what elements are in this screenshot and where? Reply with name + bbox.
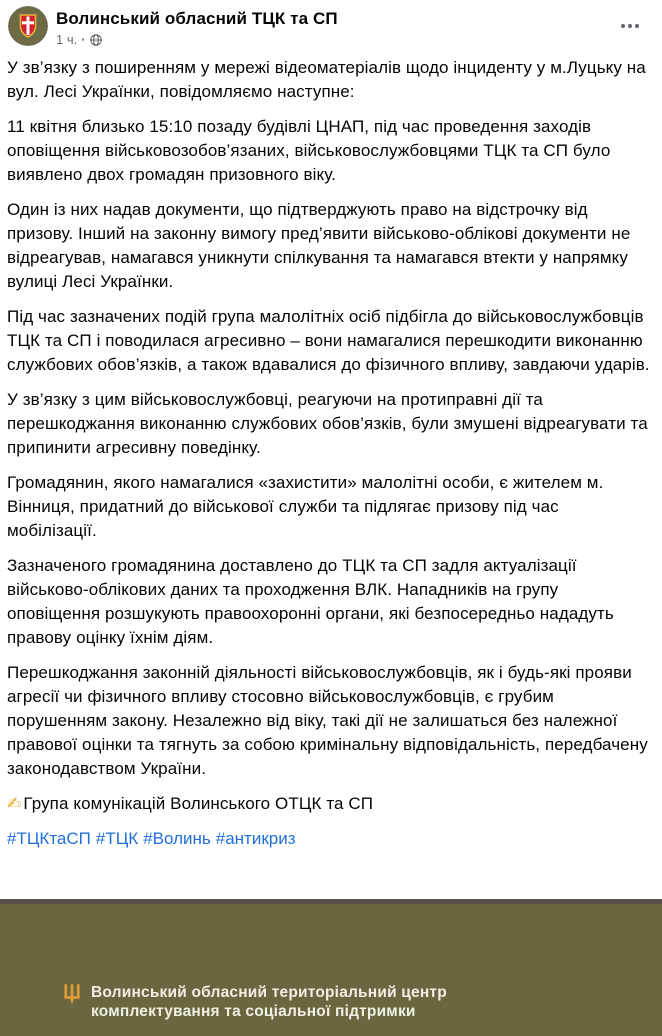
hashtag-link[interactable]: #Волинь	[143, 829, 211, 848]
post-body	[0, 50, 662, 851]
tryzub-icon	[64, 984, 80, 1006]
post-header	[0, 0, 662, 50]
signature-line	[7, 792, 652, 816]
post-image-banner[interactable]	[0, 899, 662, 1036]
banner-title-line2: комплектування та соціальної підтримки	[91, 1003, 416, 1020]
banner-content	[64, 983, 447, 1021]
hashtag-link[interactable]: #ТЦК	[95, 829, 139, 848]
post-paragraph: Громадянин, якого намагалися «захистити» малолітні особи, є жителем м. Вінниця, придатний до військової служби та підлягає призову під час мобілізації.	[7, 473, 604, 540]
post-paragraph: Один із них надав документи, що підтверджують право на відстрочку від призову. Інший на законну вимогу пред’явити військово-облікові документи не відреагував, намагався уникнути спілкування та намагався втекти у напрямку вулиці Лесі Українки.	[7, 200, 631, 291]
writing-hand-emoji: ✍	[7, 794, 22, 814]
hashtag-link[interactable]: #антикриз	[215, 829, 296, 848]
hashtags-row	[7, 827, 652, 851]
post-paragraph: У зв’язку з поширенням у мережі відеоматеріалів щодо інциденту у м.Луцьку на вул. Лесі Українки, повідомляємо наступне:	[7, 58, 646, 101]
volyn-shield-icon	[21, 15, 36, 37]
hashtag-link[interactable]: #ТЦКтаСП	[7, 829, 91, 848]
post-meta	[56, 32, 338, 48]
post-paragraph: 11 квітня близько 15:10 позаду будівлі ЦНАП, під час проведення заходів оповіщення військовозобов’язаних, військовослужбовцями ТЦК та СП було виявлено двох громадян призовного віку.	[7, 117, 611, 184]
post-paragraph: У зв’язку з цим військовослужбовці, реагуючи на протиправні дії та перешкоджання виконанню службових обов’язків, були змушені відреагувати та припинити агресивну поведінку.	[7, 390, 648, 457]
more-options-icon[interactable]	[614, 14, 646, 38]
page-avatar[interactable]	[8, 6, 48, 46]
signature-text: Група комунікацій Волинського ОТЦК та СП	[23, 794, 374, 813]
post-paragraph: Під час зазначених подій група малолітніх осіб підбігла до військовослужбовців ТЦК та СП і поводилася агресивно – вони намагалися перешкодити виконанню службових обов’язків, а також вдавалися до фізичного впливу, завдаючи ударів.	[7, 307, 650, 374]
post-paragraph: Зазначеного громадянина доставлено до ТЦК та СП задля актуалізації військово-облікових даних та проходження ВЛК. Нападників на групу оповіщення розшукують правоохоронні органи, які безпосередньо нададуть правову оцінку їхнім діям.	[7, 556, 614, 647]
timestamp[interactable]: 1 ч.	[56, 32, 78, 47]
post-paragraph: Перешкоджання законній діяльності військовослужбовців, як і будь-які прояви агресії чи фізичного впливу стосовно військовослужбовців, є грубим порушенням закону. Незалежно від віку, такі дії не залишаться без належної правової оцінки та тягнуть за собою кримінальну відповідальність, передбачену законодавством України.	[7, 663, 648, 778]
globe-icon	[90, 34, 102, 46]
meta-separator: ·	[81, 32, 86, 47]
banner-title-line1: Волинський обласний територіальний центр	[91, 984, 447, 1001]
page-name[interactable]: Волинський обласний ТЦК та СП	[56, 9, 338, 28]
